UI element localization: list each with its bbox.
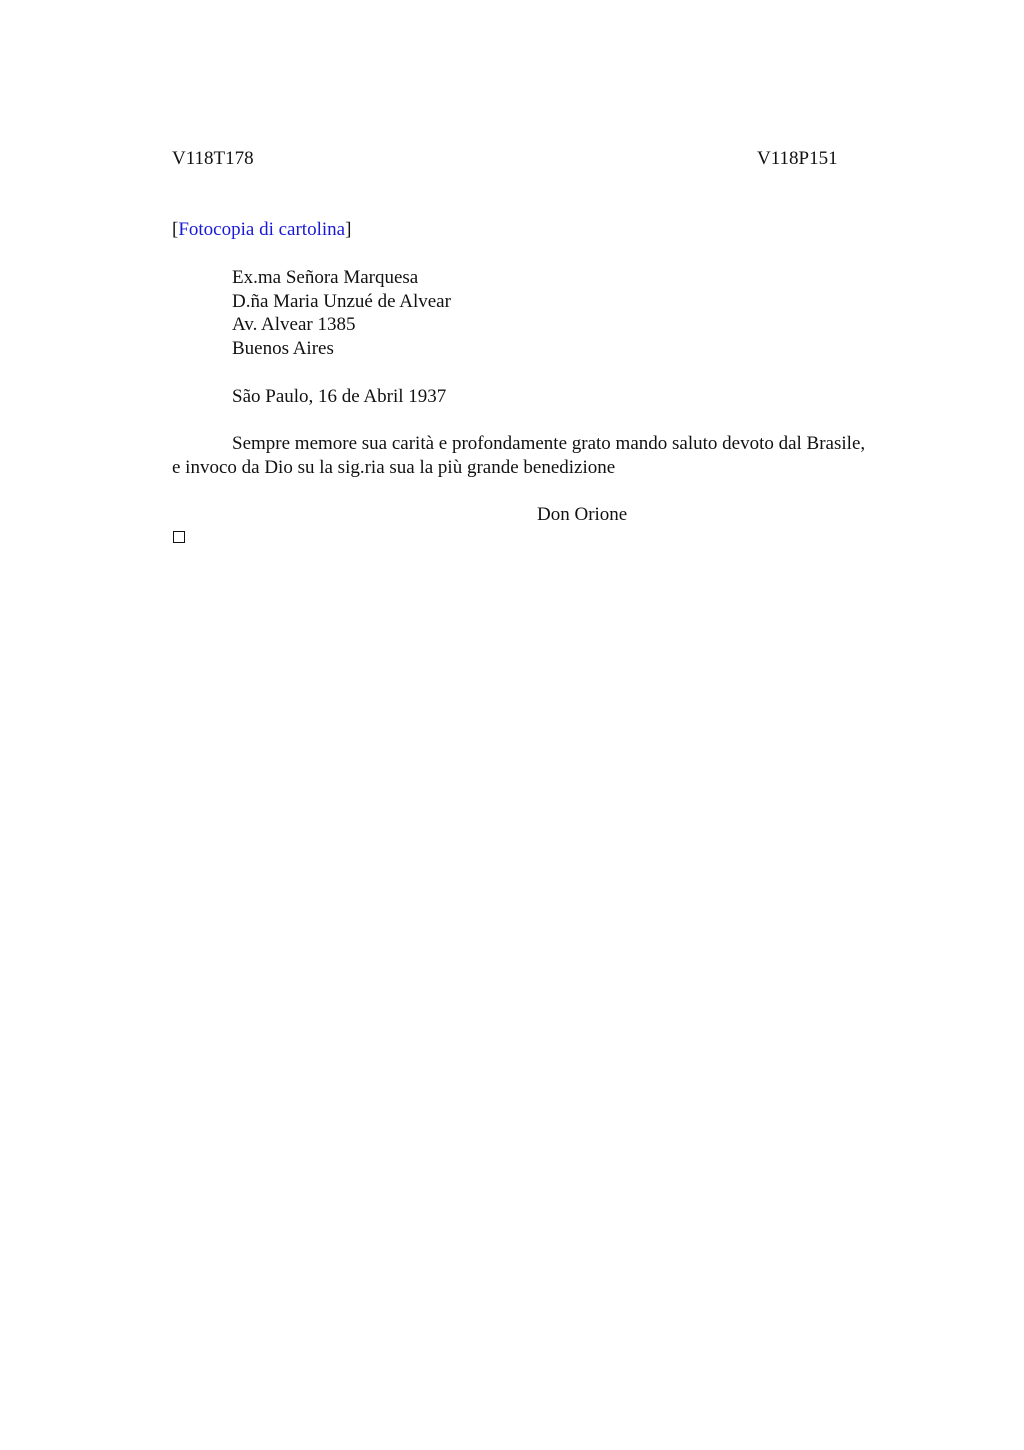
dateline: São Paulo, 16 de Abril 1937 xyxy=(232,386,447,407)
address-line-1: Ex.ma Señora Marquesa xyxy=(232,267,419,288)
source-note-open-bracket: [ xyxy=(172,219,179,240)
source-note-link[interactable]: Fotocopia di cartolina xyxy=(178,219,346,240)
document-code-left: V118T178 xyxy=(172,148,254,169)
address-line-4: Buenos Aires xyxy=(232,338,334,360)
signature: Don Orione xyxy=(537,504,628,525)
address-line-3: Av. Alvear 1385 xyxy=(232,314,356,336)
body-line-1: Sempre memore sua carità e profondamente grato mando saluto devoto dal Brasile, xyxy=(232,433,866,454)
recipient-address xyxy=(232,266,451,361)
address-line-2: D.ña Maria Unzué de Alvear xyxy=(232,290,451,312)
square-outline-icon xyxy=(173,531,185,543)
document-code-right: V118P151 xyxy=(757,148,838,169)
source-note-close-bracket: ] xyxy=(345,219,352,240)
body-line-2: e invoco da Dio su la sig.ria sua la più grande benedizione xyxy=(172,457,616,478)
letter-body xyxy=(172,432,924,480)
source-note xyxy=(172,218,351,242)
